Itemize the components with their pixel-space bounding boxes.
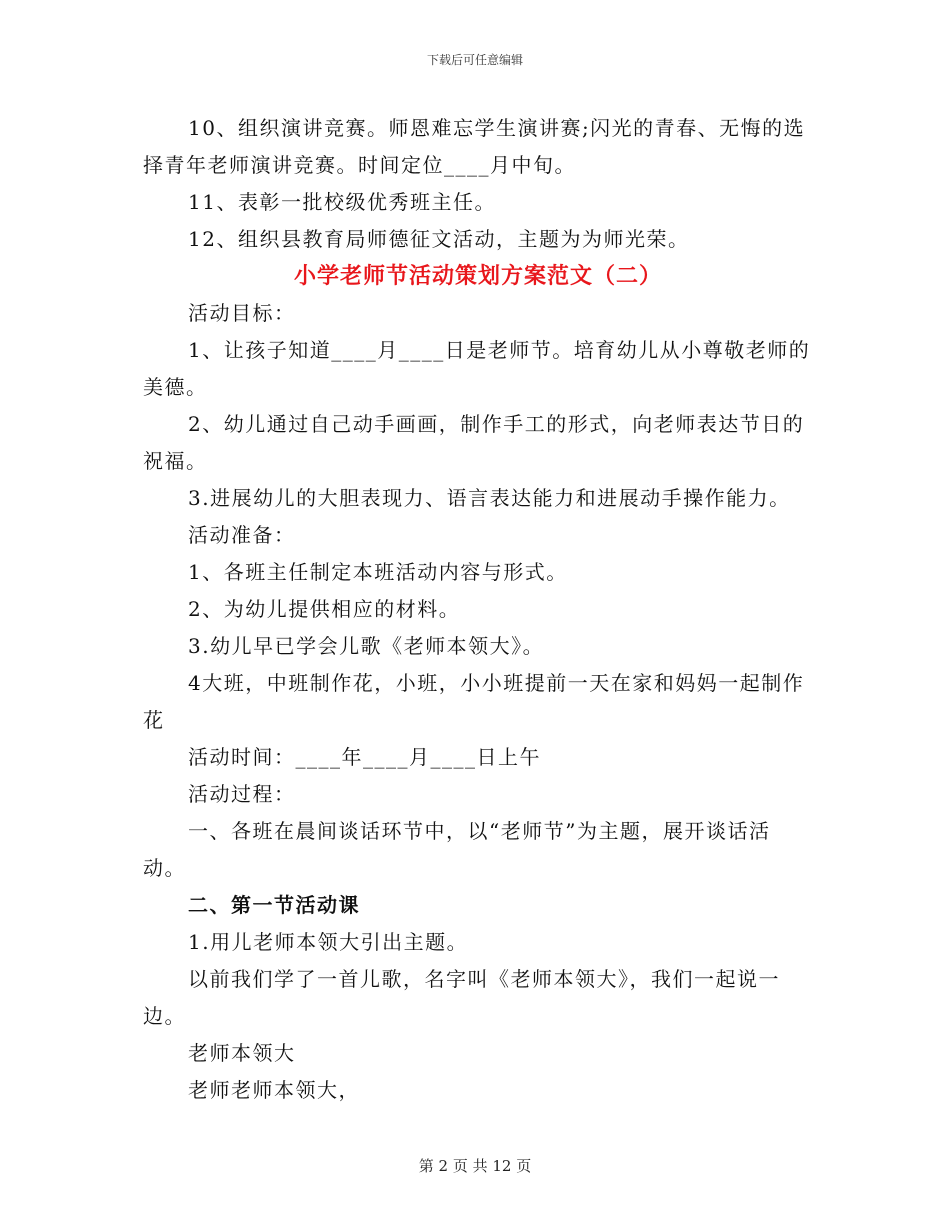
paragraph-item-11: 11、表彰一批校级优秀班主任。	[188, 190, 496, 214]
goal-item-1: 1、让孩子知道____月____日是老师节。培育幼儿从小尊敬老师的美德。	[143, 338, 811, 399]
poem-line-1: 老师老师本领大，	[188, 1078, 360, 1102]
process-step-2-heading: 二、第一节活动课	[188, 893, 360, 917]
prep-item-4: 4大班，中班制作花，小班，小小班提前一天在家和妈妈一起制作花	[143, 671, 805, 732]
poem-title: 老师本领大	[188, 1041, 296, 1065]
heading-activity-goals: 活动目标：	[188, 301, 296, 325]
process-step-1: 一、各班在晨间谈话环节中，以“老师节”为主题，展开谈话活动。	[143, 819, 771, 880]
paragraph-item-10: 10、组织演讲竞赛。师恩难忘学生演讲赛;闪光的青春、无悔的选择青年老师演讲竞赛。时间定位____月中旬。	[143, 116, 806, 177]
prep-item-2: 2、为幼儿提供相应的材料。	[188, 597, 461, 621]
process-substep-1: 1.用儿老师本领大引出主题。	[188, 930, 469, 954]
goal-item-2: 2、幼儿通过自己动手画画，制作手工的形式，向老师表达节日的祝福。	[143, 412, 805, 473]
heading-activity-preparation: 活动准备：	[188, 523, 296, 547]
goal-item-3: 3.进展幼儿的大胆表现力、语言表达能力和进展动手操作能力。	[188, 486, 791, 510]
heading-activity-process: 活动过程：	[188, 782, 296, 806]
prep-item-1: 1、各班主任制定本班活动内容与形式。	[188, 560, 568, 584]
page-header-note: 下载后可任意编辑	[426, 53, 523, 67]
section-title: 小学老师节活动策划方案范文（二）	[293, 264, 662, 289]
page-number: 第 2 页 共 12 页	[418, 1157, 532, 1175]
document-body	[143, 110, 813, 1109]
activity-time: 活动时间：____年____月____日上午	[188, 745, 541, 769]
process-intro-text: 以前我们学了一首儿歌，名字叫《老师本领大》，我们一起说一边。	[143, 967, 780, 1028]
paragraph-item-12: 12、组织县教育局师德征文活动，主题为为师光荣。	[188, 227, 690, 251]
prep-item-3: 3.幼儿早已学会儿歌《老师本领大》。	[188, 634, 545, 658]
